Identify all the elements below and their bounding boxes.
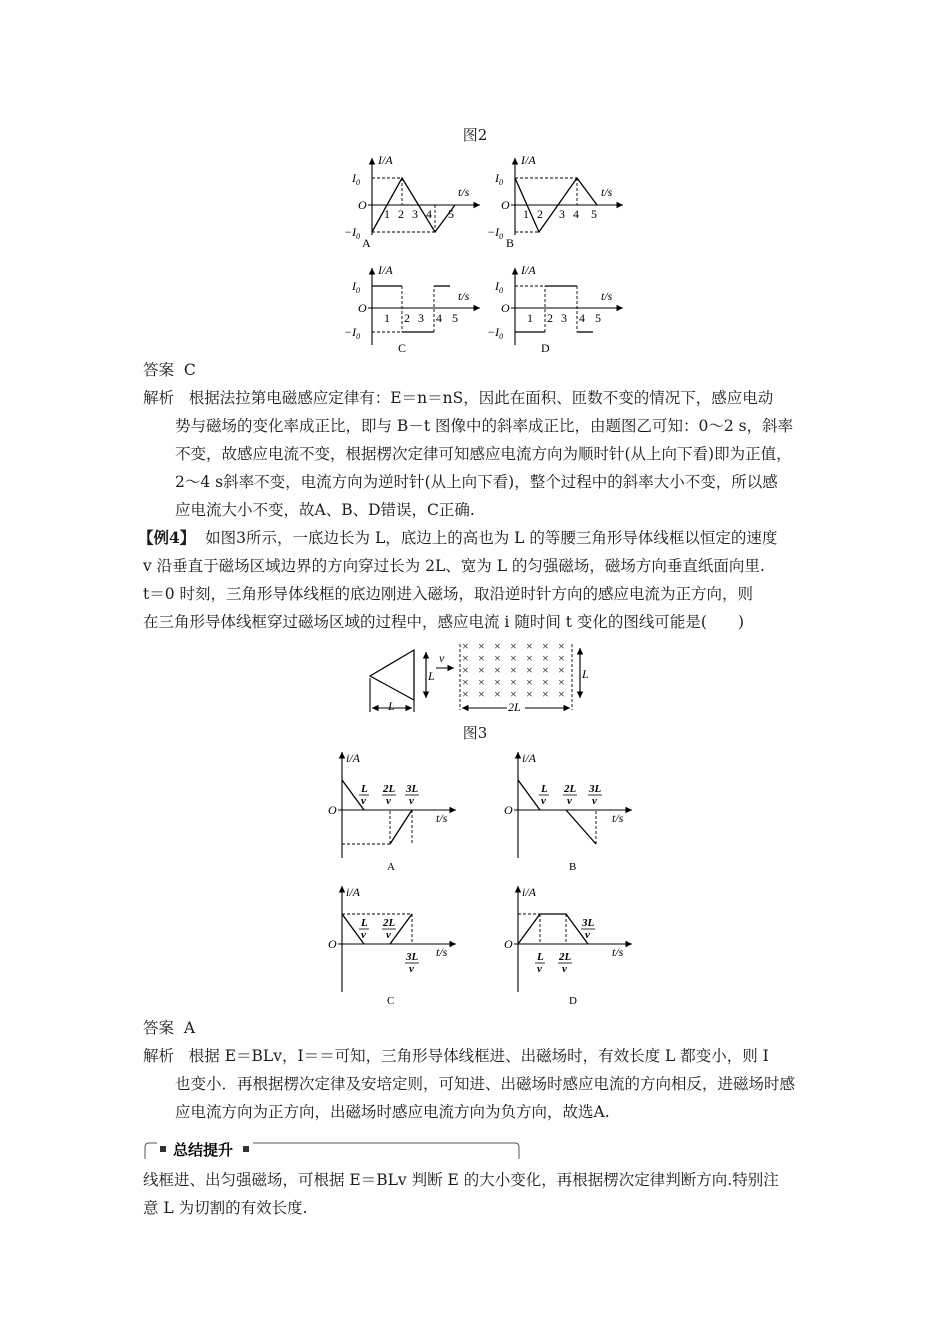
field-cross: × — [558, 675, 565, 689]
field-cross: × — [462, 675, 469, 689]
field-cross: × — [462, 663, 469, 677]
field-cross: × — [494, 663, 501, 677]
fig3-d-tick-den: v — [537, 963, 542, 975]
field-cross: × — [478, 675, 485, 689]
fig3-d-tick-L: L — [537, 951, 544, 963]
fig3-a-tick-L: L — [361, 783, 368, 795]
fig2-c-i0: $I_0$ — [352, 279, 360, 295]
fig3-diagram — [360, 638, 600, 720]
fig3-velocity-label: v — [439, 651, 445, 665]
fig2-b-tick: 4 — [573, 207, 579, 221]
fig2-b-tick: 2 — [537, 207, 543, 221]
fig2-a-xlabel: t/s — [458, 185, 470, 199]
summary-header — [143, 1137, 523, 1167]
fig2-c-tick: 4 — [436, 311, 442, 325]
fig3-a-tick-den: v — [409, 795, 414, 807]
fig2-caption: 图2 — [462, 126, 488, 144]
fig3-width-label: L — [582, 667, 589, 681]
fig2-graph-d — [487, 263, 623, 355]
fig3-d-tick-den: v — [585, 929, 590, 941]
fig3-graph-a — [328, 751, 456, 873]
fig2-graph-a — [344, 153, 480, 250]
example-4-line: 在三角形导体线框穿过磁场区域的过程中，感应电流 i 随时间 t 变化的图线可能是( ) — [143, 613, 744, 631]
field-cross: × — [494, 687, 501, 701]
fig2-d-i0: $I_0$ — [495, 279, 503, 295]
field-cross: × — [526, 651, 533, 665]
fig3-graph-d — [504, 885, 632, 1007]
analysis-1-line: 根据法拉第电磁感应定律有：E＝n＝nS，因此在面积、匝数不变的情况下，感应电动 — [188, 389, 774, 407]
field-cross: × — [478, 687, 485, 701]
fig3-a-ylabel: i/A — [346, 751, 360, 765]
fig2-d-tick: 2 — [547, 311, 553, 325]
fig3-c-tick-den: v — [386, 929, 391, 941]
field-cross: × — [558, 687, 565, 701]
fig3-d-tick-3L: 3L — [582, 917, 595, 929]
answer-2-value: A — [183, 1019, 196, 1037]
field-cross: × — [494, 675, 501, 689]
fig3-d-origin: O — [504, 937, 513, 951]
field-cross: × — [462, 651, 469, 665]
field-cross: × — [542, 687, 549, 701]
fig3-base-label: L — [388, 699, 395, 713]
fig3-d-xlabel: t/s — [612, 945, 624, 959]
field-cross: × — [510, 675, 517, 689]
fig3-a-tick-3L: 3L — [406, 783, 419, 795]
fig3-c-ylabel: i/A — [346, 885, 360, 899]
field-cross: × — [510, 663, 517, 677]
field-cross: × — [526, 663, 533, 677]
fig3-a-tick-2L: 2L — [383, 783, 396, 795]
fig2-option-c: C — [398, 341, 407, 355]
fig3-graphs — [320, 748, 640, 1016]
triangle-frame — [370, 650, 414, 700]
answer-2 — [143, 1014, 811, 1042]
field-cross: × — [478, 663, 485, 677]
example-4-tag: 【例4】 — [138, 528, 196, 547]
analysis-2-line: 应电流方向为正方向，出磁场时感应电流方向为负方向，故选A. — [175, 1103, 610, 1121]
field-cross: × — [542, 675, 549, 689]
fig2-b-tick: 3 — [559, 207, 565, 221]
analysis-2-line: 也变小．再根据楞次定律及安培定则，可知进、出磁场时感应电流的方向相反，进磁场时感 — [175, 1075, 796, 1093]
analysis-1-label: 解析 — [143, 389, 175, 407]
fig2-d-origin: O — [501, 301, 510, 315]
fig2-d-ylabel: I/A — [521, 263, 536, 277]
analysis-2 — [143, 1042, 811, 1126]
answer-1 — [143, 356, 811, 384]
fig2-b-tick: 1 — [523, 207, 529, 221]
example-4 — [138, 524, 818, 636]
fig2-a-tick: 1 — [384, 207, 390, 221]
answer-2-label: 答案 — [143, 1019, 175, 1037]
fig3-c-xlabel: t/s — [436, 945, 448, 959]
fig2-graph-c — [344, 263, 480, 355]
fig2-option-a: A — [362, 236, 371, 250]
fig2-c-origin: O — [358, 301, 367, 315]
field-cross: × — [510, 687, 517, 701]
example-4-line: 如图3所示，一底边长为 L，底边上的高也为 L 的等腰三角形导体线框以恒定的速度 — [205, 529, 778, 547]
fig3-a-tick-den: v — [386, 795, 391, 807]
fig3-option-d: D — [569, 995, 577, 1007]
analysis-2-line: 根据 E＝BLv，I＝＝可知，三角形导体线框进、出磁场时，有效长度 L 都变小，则 I — [188, 1047, 769, 1065]
field-cross: × — [542, 639, 549, 653]
fig3-graph-b — [504, 751, 632, 873]
analysis-1-line: 不变，故感应电流不变，根据楞次定律可知感应电流方向为顺时针(从上向下看)即为正值， — [175, 445, 792, 463]
field-cross: × — [526, 639, 533, 653]
fig2-b-i0: $I_0$ — [495, 171, 503, 187]
fig3-length-label: 2L — [508, 700, 521, 714]
field-cross: × — [510, 651, 517, 665]
fig3-option-c: C — [387, 995, 395, 1007]
field-cross: × — [462, 687, 469, 701]
fig3-caption: 图3 — [462, 724, 488, 742]
fig3-c-origin: O — [328, 937, 337, 951]
summary-title: 总结提升 — [173, 1143, 234, 1159]
fig3-d-ylabel: i/A — [522, 885, 536, 899]
fig3-a-origin: O — [328, 803, 337, 817]
fig2-c-tick: 1 — [384, 311, 390, 325]
field-cross: × — [478, 639, 485, 653]
fig2-d-neg-i0: $-I_0$ — [487, 325, 504, 341]
field-cross: × — [542, 651, 549, 665]
fig2-b-xlabel: t/s — [601, 185, 613, 199]
fig3-c-tick-den: v — [409, 963, 414, 975]
analysis-1-line: 应电流大小不变，故A、B、D错误，C正确. — [175, 501, 475, 519]
field-cross: × — [558, 651, 565, 665]
fig3-a-xlabel: t/s — [436, 811, 448, 825]
fig3-b-tick-den: v — [567, 795, 572, 807]
field-cross: × — [526, 687, 533, 701]
field-cross: × — [558, 639, 565, 653]
fig3-a-tick-den: v — [361, 795, 366, 807]
fig2-option-b: B — [506, 236, 515, 250]
fig2-a-i0: $I_0$ — [352, 171, 360, 187]
fig3-c-tick-den: v — [361, 929, 366, 941]
fig2-c-tick: 2 — [404, 311, 410, 325]
fig3-c-tick-L: L — [361, 917, 368, 929]
analysis-1-line: 2～4 s斜率不变，电流方向为逆时针(从上向下看)，整个过程中的斜率大小不变，所以感 — [175, 473, 778, 491]
fig2-graphs — [330, 150, 630, 360]
field-cross: × — [526, 675, 533, 689]
fig2-c-tick: 3 — [418, 311, 424, 325]
field-cross: × — [558, 663, 565, 677]
fig3-option-a: A — [387, 861, 395, 873]
field-cross: × — [478, 651, 485, 665]
summary-line: 意 L 为切割的有效长度. — [143, 1199, 308, 1217]
answer-1-label: 答案 — [143, 361, 175, 379]
fig2-d-tick: 3 — [561, 311, 567, 325]
fig3-b-tick-2L: 2L — [564, 783, 577, 795]
fig2-a-tick: 3 — [412, 207, 418, 221]
fig3-b-ylabel: i/A — [522, 751, 536, 765]
fig2-b-ylabel: I/A — [521, 153, 536, 167]
fig2-a-tick: 2 — [398, 207, 404, 221]
field-cross: × — [542, 663, 549, 677]
analysis-2-label: 解析 — [143, 1047, 175, 1065]
fig2-b-origin: O — [501, 198, 510, 212]
fig3-d-tick-den: v — [562, 963, 567, 975]
analysis-1 — [143, 384, 811, 524]
fig3-b-tick-den: v — [541, 795, 546, 807]
fig2-d-tick: 4 — [579, 311, 585, 325]
fig2-d-tick: 5 — [595, 311, 601, 325]
answer-1-value: C — [183, 361, 196, 379]
fig2-option-d: D — [541, 341, 550, 355]
fig2-graph-b — [487, 153, 623, 250]
field-cross: × — [494, 651, 501, 665]
field-cross: × — [494, 639, 501, 653]
fig2-b-neg-i0: $-I_0$ — [487, 225, 504, 241]
fig2-c-ylabel: I/A — [378, 263, 393, 277]
fig3-b-tick-L: L — [541, 783, 548, 795]
fig3-graph-c — [328, 885, 456, 1007]
fig3-c-tick-3L: 3L — [406, 951, 419, 963]
analysis-1-line: 势与磁场的变化率成正比，即与 B－t 图像中的斜率成正比，由题图乙可知：0～2 s，斜率 — [175, 417, 794, 435]
fig3-height-label: L — [428, 669, 435, 683]
field-cross: × — [510, 639, 517, 653]
fig3-b-origin: O — [504, 803, 513, 817]
summary-body — [143, 1166, 811, 1222]
fig2-a-tick: 4 — [426, 207, 432, 221]
fig2-a-origin: O — [358, 198, 367, 212]
fig2-a-neg-i0: $-I_0$ — [344, 225, 361, 241]
fig3-b-xlabel: t/s — [612, 811, 624, 825]
fig3-d-tick-2L: 2L — [559, 951, 572, 963]
fig3-b-tick-den: v — [592, 795, 597, 807]
fig3-c-tick-2L: 2L — [383, 917, 396, 929]
example-4-line: t＝0 时刻，三角形导体线框的底边刚进入磁场，取沿逆时针方向的感应电流为正方向，则 — [143, 585, 754, 603]
example-4-line: v 沿垂直于磁场区域边界的方向穿过长为 2L、宽为 L 的匀强磁场，磁场方向垂直纸面向里. — [143, 557, 765, 575]
field-cross: × — [462, 639, 469, 653]
fig2-d-tick: 1 — [527, 311, 533, 325]
fig2-c-tick: 5 — [452, 311, 458, 325]
fig2-b-tick: 5 — [591, 207, 597, 221]
fig2-c-neg-i0: $-I_0$ — [344, 325, 361, 341]
fig2-c-xlabel: t/s — [458, 289, 470, 303]
fig3-option-b: B — [569, 861, 577, 873]
fig3-b-tick-3L: 3L — [589, 783, 602, 795]
fig2-d-xlabel: t/s — [601, 289, 613, 303]
fig2-a-ylabel: I/A — [378, 153, 393, 167]
summary-line: 线框进、出匀强磁场，可根据 E＝BLv 判断 E 的大小变化，再根据楞次定律判断方向.特别注 — [143, 1171, 779, 1189]
magnetic-field — [462, 639, 565, 701]
fig2-a-tick: 5 — [448, 207, 454, 221]
